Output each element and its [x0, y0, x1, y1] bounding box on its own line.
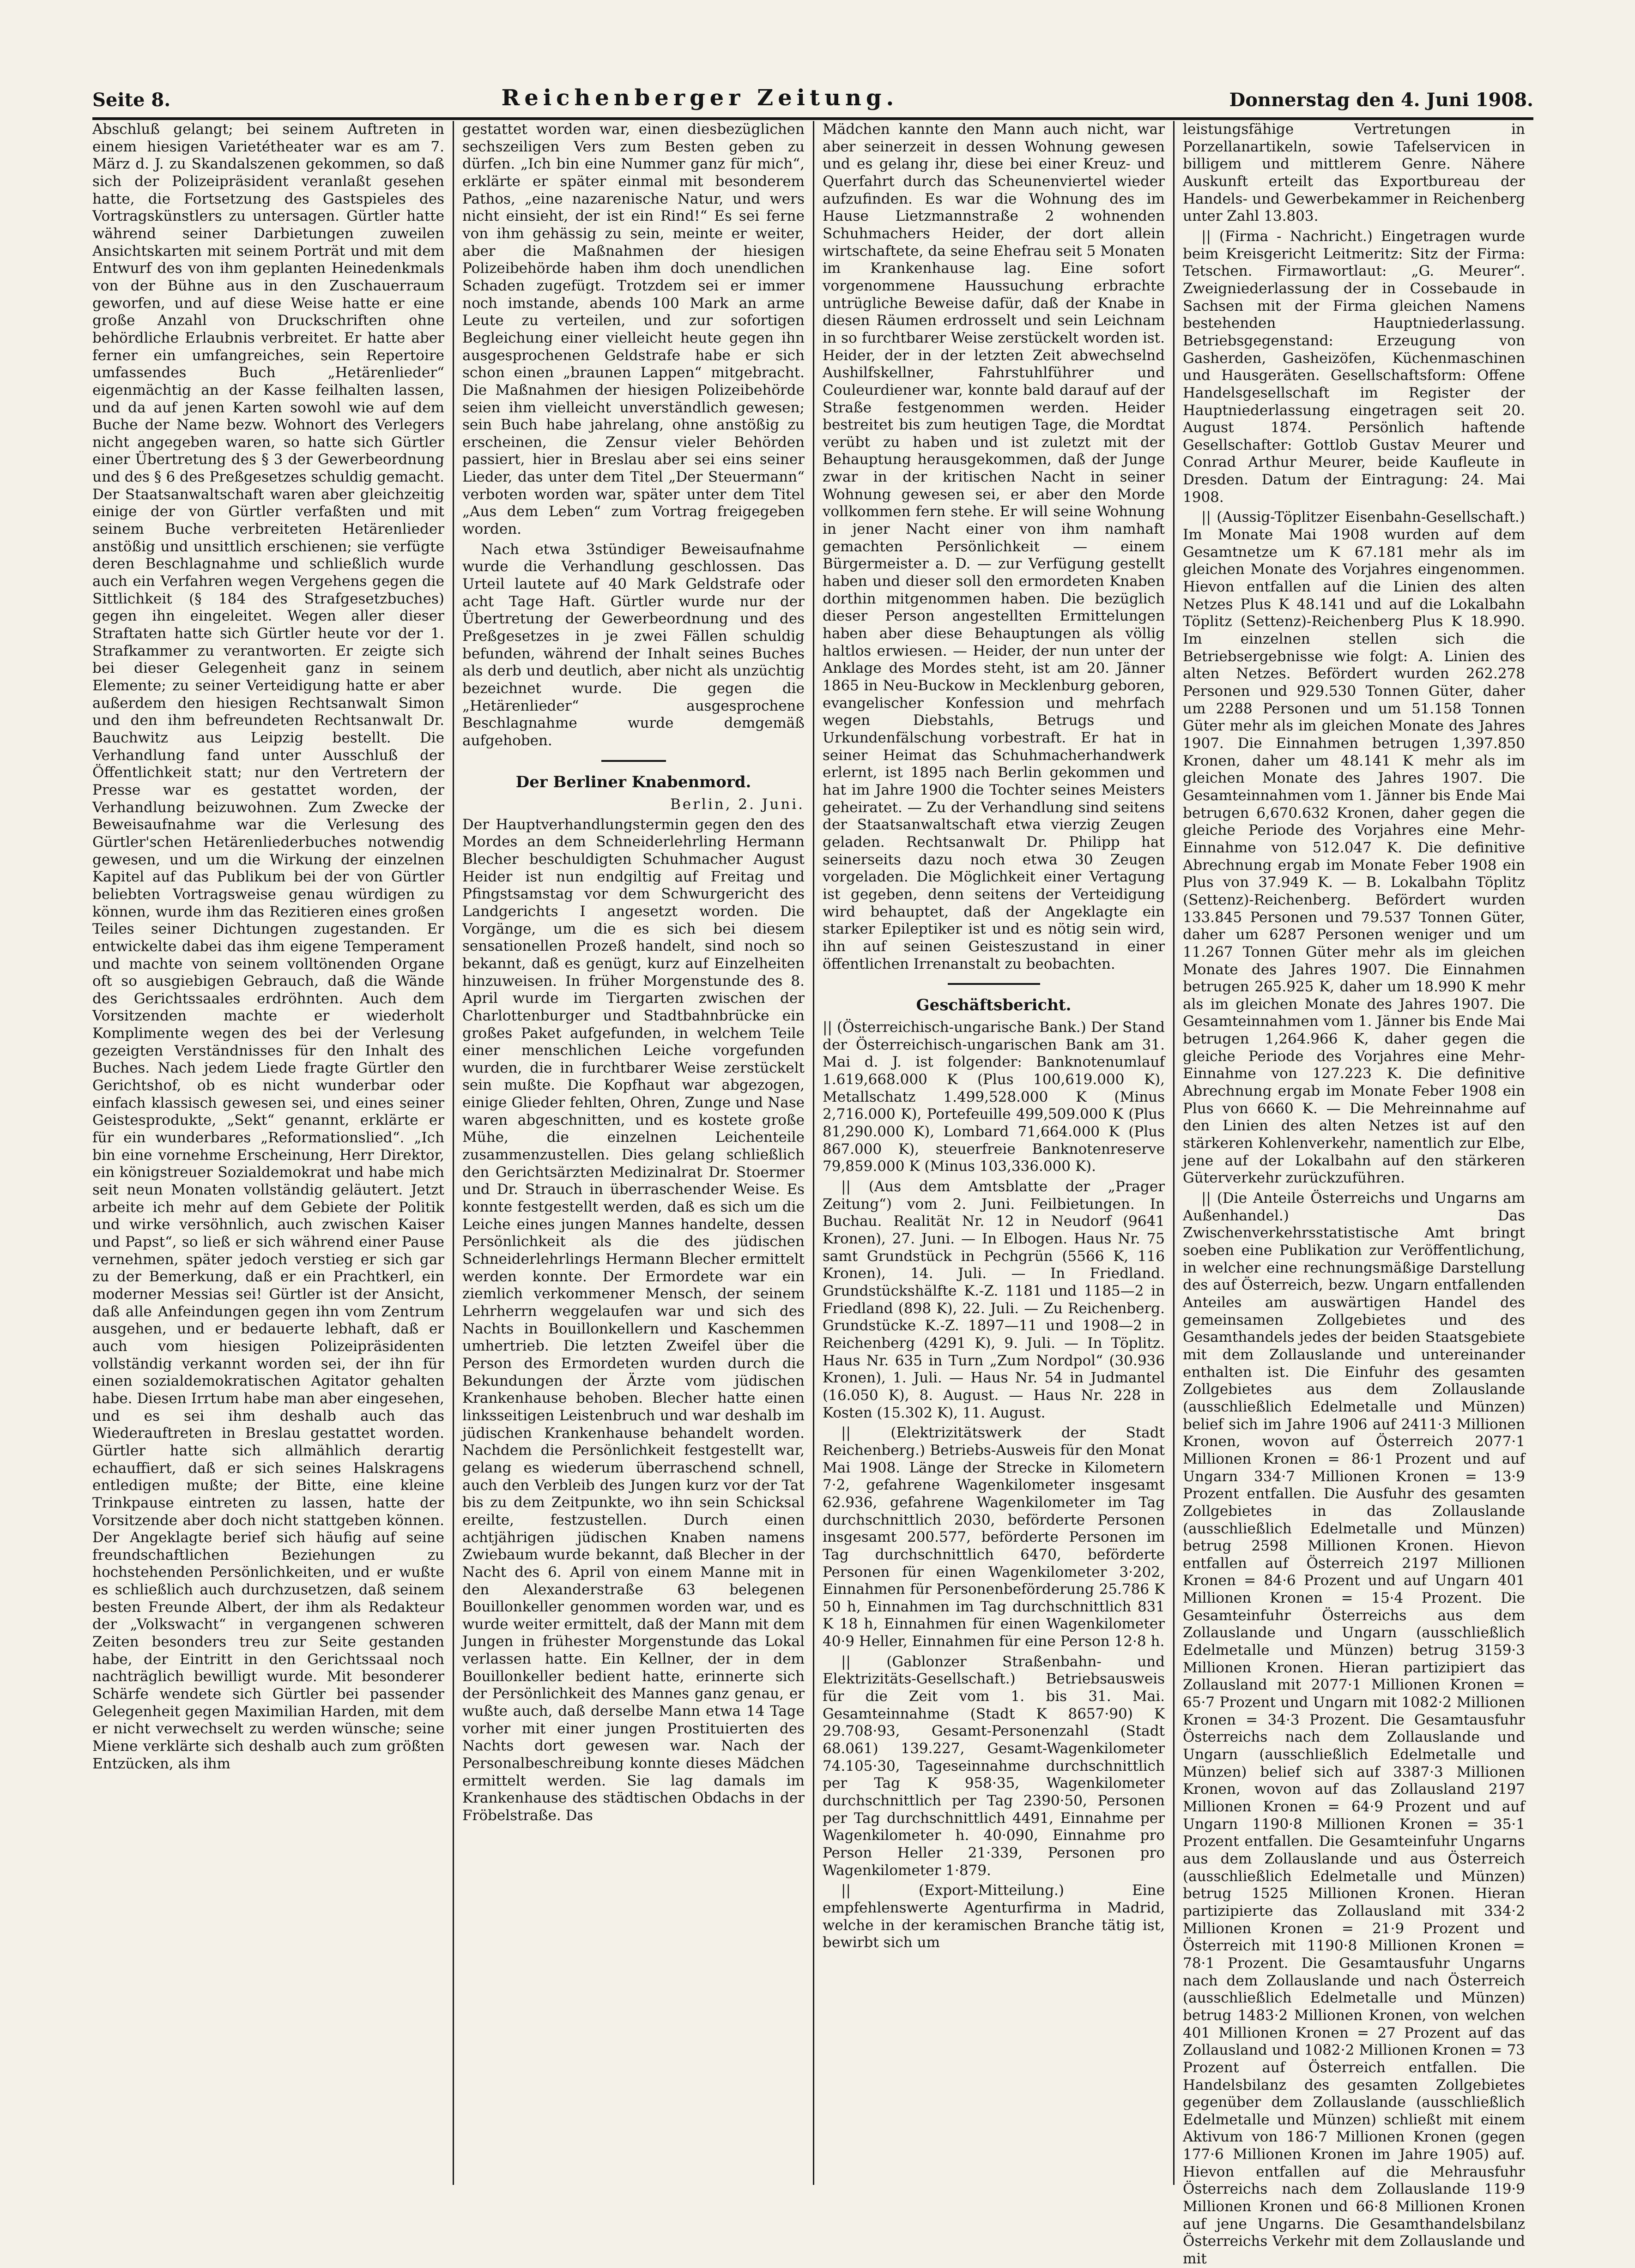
- column-4: [1173, 121, 1533, 2268]
- page-number: Seite 8.: [92, 89, 171, 111]
- news-item: || (Aus dem Amtsblatte der „Prager Zeitung“) vom 2. Juni. Feilbietungen. In Buchau. Realität Nr. 12 in Neudorf (9641 Kronen), 27. Juni. — In Elbogen. Haus Nr. 75 samt Grundstück in Pechgrün (5566 K, 116 Kronen), 14. Juli. — In Friedland. Grundstückshälfte K.-Z. 1181 und 1185—2 in Friedland (898 K), 22. Juli. — Zu Reichenberg. Grundstücke K.-Z. 1897—11 und 1908—2 in Reichenberg (4291 K), 9. Juli. — In Töplitz. Haus Nr. 635 in Turn „Zum Nordpol“ (30.936 Kronen), 1. Juli. — Haus Nr. 54 in Judmantel (16.050 K), 8. August. — Haus Nr. 228 in Kosten (15.302 K), 11. August.: [823, 1178, 1165, 1421]
- section-title: Geschäftsbericht.: [916, 996, 1072, 1015]
- columns: [92, 121, 1533, 2268]
- news-item: || (Gablonzer Straßenbahn- und Elektrizitäts-Gesellschaft.) Betriebsausweis für die Zeit vom 1. bis 31. Mai. Gesamteinnahme (Stadt K 8657·90) K 29.708·93, Gesamt-Personenzahl (Stadt 68.061) 139.227, Gesamt-Wagenkilometer 74.105·30, Tageseinnahme durchschnittlich per Tag K 958·35, Wagenkilometer durchschnittlich per Tag 2390·50, Personen per Tag durchschnittlich 4491, Einnahme per Wagenkilometer h. 40·090, Einnahme pro Person Heller 21·339, Personen pro Wagenkilometer 1·879.: [823, 1653, 1165, 1879]
- column-3: [813, 121, 1173, 2185]
- page-header: [92, 83, 1533, 120]
- divider: [601, 760, 666, 762]
- column-2: [453, 121, 813, 2185]
- news-item: || (Export-Mitteilung.) Eine empfehlenswerte Agenturfirma in Madrid, welche in der keramischen Branche tätig ist, bewirbt sich um: [823, 1882, 1165, 1951]
- paragraph: gestattet worden war, einen diesbezüglichen sechszeiligen Vers zum Besten geben zu dürfen. „Ich bin eine Nummer ganz für mich“, erklärte er später einmal mit besonderem Pathos, „eine nazarenische Natur, und wers nicht einsieht, der ist ein Rind!“ Es sei ferne von ihm gehässig zu sein, meinte er weiter, aber die Maßnahmen der hiesigen Polizeibehörde haben ihm doch unendlichen Schaden zugefügt. Trotzdem sei er immer noch imstande, abends 100 Mark an arme Leute zu verteilen, und zur sofortigen Begleichung einer vielleicht heute gegen ihn ausgesprochenen Geldstrafe habe er sich schon einen „braunen Lappen“ mitgebracht. Die Maßnahmen der hiesigen Polizeibehörde seien ihm vielleicht unverständlich gewesen; sein Buch habe jahrelang, ohne anstößig zu erscheinen, die Zensur vieler Behörden passiert, hier in Breslau aber sei eins seiner Lieder, das unter dem Titel „Der Steuermann“ verboten worden war, später unter dem Titel „Aus dem Leben“ zum Vortrag freigegeben worden.: [462, 121, 805, 538]
- news-item: || (Aussig-Töplitzer Eisenbahn-Gesellschaft.) Im Monate Mai 1908 wurden auf dem Gesamtnetze um K 67.181 mehr als im gleichen Monate des Vorjahres eingenommen. Hievon entfallen auf die Linien des alten Netzes Plus K 48.141 und auf die Lokalbahn Töplitz (Settenz)-Reichenberg Plus K 18.990. Im einzelnen stellen sich die Betriebsergebnisse wie folgt: A. Linien des alten Netzes. Befördert wurden 262.278 Personen und 929.530 Tonnen Güter, daher um 2288 Personen und um 51.158 Tonnen Güter mehr als im gleichen Monate des Jahres 1907. Die Einnahmen betrugen 1,397.850 Kronen, daher um 48.141 K mehr als im gleichen Monate des Jahres 1907. Die Gesamteinnahmen vom 1. Jänner bis Ende Mai betrugen 6,670.632 Kronen, daher gegen die gleiche Periode des Vorjahres eine Mehr-Einnahme von 512.047 K. Die definitive Abrechnung ergab im Monate Feber 1908 ein Plus von 37.949 K. — B. Lokalbahn Töplitz (Settenz)-Reichenberg. Befördert wurden 133.845 Personen und 79.537 Tonnen Güter, daher um 6287 Personen weniger und um 11.267 Tonnen Güter mehr als im gleichen Monate des Jahres 1907. Die Einnahmen betrugen 265.925 K, daher um 18.990 K mehr als im gleichen Monate des Jahres 1907. Die Gesamteinnahmen vom 1. Jänner bis Ende Mai betrugen 1,264.966 K, daher gegen die gleiche Periode des Vorjahres eine Mehr-Einnahme von 127.223 K. Die definitive Abrechnung ergab im Monate Feber 1908 ein Plus von 6660 K. — Die Mehreinnahme auf den Linien des alten Netzes ist auf den stärkeren Kohlenverkehr, namentlich zur Elbe, jene auf der Lokalbahn auf den stärkeren Güterverkehr zurückzuführen.: [1183, 509, 1525, 1187]
- news-item: || (Österreichisch-ungarische Bank.) Der Stand der Österreichisch-ungarischen Bank am 31. Mai d. J. ist folgender: Banknotenumlauf 1.619,668.000 K (Plus 100,619.000 K), Metallschatz 1.499,528.000 K (Minus 2,716.000 K), Portefeuille 499,509.000 K (Plus 81,290.000 K), Lombard 71,664.000 K (Plus 867.000 K), steuerfreie Banknotenreserve 79,859.000 K (Minus 103,336.000 K).: [823, 1019, 1165, 1175]
- masthead: Reichenberger Zeitung.: [501, 85, 899, 111]
- news-item: leistungsfähige Vertretungen in Porzellanartikeln, sowie Tafelservicen in billigem und mittlerem Genre. Nähere Auskunft erteilt das Exportbureau der Handels- und Gewerbekammer in Reichenberg unter Zahl 13.803.: [1183, 121, 1525, 225]
- dateline: Berlin, 2. Juni.: [670, 796, 805, 813]
- news-item: || (Die Anteile Österreichs und Ungarns am Außenhandel.) Das Zwischenverkehrsstatistische Amt bringt soeben eine Publikation zur Veröffentlichung, in welcher eine rechnungsmäßige Darstellung des auf Österreich, bezw. Ungarn entfallenden Anteiles am auswärtigen Handel des gemeinsamen Zollgebietes und des Gesamthandels jedes der beiden Staatsgebiete mit dem Zollauslande und untereinander enthalten ist. Die Einfuhr des gesamten Zollgebietes aus dem Zollauslande (ausschließlich Edelmetalle und Münzen) belief sich im Jahre 1906 auf 2411·3 Millionen Kronen, wovon auf Österreich 2077·1 Millionen Kronen = 86·1 Prozent und auf Ungarn 334·7 Millionen Kronen = 13·9 Prozent entfallen. Die Ausfuhr des gesamten Zollgebietes in das Zollauslande (ausschließlich Edelmetalle und Münzen) betrug 2598 Millionen Kronen. Hievon entfallen auf Österreich 2197 Millionen Kronen = 84·6 Prozent und auf Ungarn 401 Millionen Kronen = 15·4 Prozent. Die Gesamteinfuhr Österreichs aus dem Zollauslande und Ungarn (ausschließlich Edelmetalle und Münzen) betrug 3159·3 Millionen Kronen. Hieran partizipiert das Zollausland mit 2077·1 Millionen Kronen = 65·7 Prozent und Ungarn mit 1082·2 Millionen Kronen = 34·3 Prozent. Die Gesamtausfuhr Österreichs nach dem Zollauslande und Ungarn (ausschließlich Edelmetalle und Münzen) belief sich auf 3387·3 Millionen Kronen, wovon auf das Zollausland 2197 Millionen Kronen = 64·9 Prozent und auf Ungarn 1190·8 Millionen Kronen = 35·1 Prozent entfallen. Die Gesamteinfuhr Ungarns aus dem Zollauslande und aus Österreich (ausschließlich Edelmetalle und Münzen) betrug 1525 Millionen Kronen. Hieran partizipierte das Zollausland mit 334·2 Millionen Kronen = 21·9 Prozent und Österreich mit 1190·8 Millionen Kronen = 78·1 Prozent. Die Gesamtausfuhr Ungarns nach dem Zollauslande und nach Österreich (ausschließlich Edelmetalle und Münzen) betrug 1483·2 Millionen Kronen, von welchen 401 Millionen Kronen = 27 Prozent auf das Zollausland und 1082·2 Millionen Kronen = 73 Prozent auf Österreich entfallen. Die Handelsbilanz des gesamten Zollgebietes gegenüber dem Zollauslande (ausschließlich Edelmetalle und Münzen) schließt mit einem Aktivum von 186·7 Millionen Kronen (gegen 177·6 Millionen Kronen im Jahre 1905) auf. Hievon entfallen auf die Mehrausfuhr Österreichs nach dem Zollauslande 119·9 Millionen Kronen und 66·8 Millionen Kronen auf jene Ungarns. Die Gesamthandelsbilanz Österreichs Verkehr mit dem Zollauslande und mit: [1183, 1190, 1525, 2268]
- paragraph: Der Hauptverhandlungstermin gegen den des Mordes an dem Schneiderlehrling Hermann Blecher beschuldigten Schuhmacher August Heider ist nun endgiltig auf Freitag und Pfingstsamstag vor dem Schwurgericht des Landgerichts I angesetzt worden. Die Vorgänge, um die es sich bei diesem sensationellen Prozeß handelt, sind noch so bekannt, daß es genügt, kurz auf Einzelheiten hinzuweisen. In früher Morgenstunde des 8. April wurde im Tiergarten zwischen der Charlottenburger und Stadtbahnbrücke ein großes Paket aufgefunden, in welchem Teile einer menschlichen Leiche vorgefunden wurden, die in furchtbarer Weise zerstückelt sein mußte. Die Kopfhaut war abgezogen, einige Glieder fehlten, Ohren, Zunge und Nase waren abgeschnitten, und es kostete große Mühe, die einzelnen Leichenteile zusammenzustellen. Dies gelang schließlich den Gerichtsärzten Medizinalrat Dr. Stoermer und Dr. Strauch in überraschender Weise. Es konnte festgestellt werden, daß es sich um die Leiche eines jungen Mannes handelte, dessen Persönlichkeit als die des jüdischen Schneiderlehrlings Hermann Blecher ermittelt werden konnte. Der Ermordete war ein ziemlich verkommener Mensch, der seinem Lehrherrn weggelaufen war und sich des Nachts in Bouillonkellern und Kaschemmen umhertrieb. Die letzten Zweifel über die Person des Ermordeten wurden durch die Bekundungen der Ärzte vom jüdischen Krankenhause behoben. Blecher hatte einen linksseitigen Leistenbruch und war deshalb im jüdischen Krankenhause behandelt worden. Nachdem die Persönlichkeit festgestellt war, gelang es wiederum überraschend schnell, auch den Verbleib des Jungen kurz vor der Tat bis zu dem Zeitpunkte, wo ihn sein Schicksal ereilte, festzustellen. Durch einen achtjährigen jüdischen Knaben namens Zwiebaum wurde bekannt, daß Blecher in der Nacht des 6. April von einem Manne mit in den Alexanderstraße 63 belegenen Bouillonkeller genommen worden war, und es wurde weiter ermittelt, daß der Mann mit dem Jungen in frühester Morgenstunde das Lokal verlassen hatte. Ein Kellner, der in dem Bouillonkeller bedient hatte, erinnerte sich der Persönlichkeit des Mannes ganz genau, er wußte auch, daß derselbe Mann etwa 14 Tage vorher mit einer jungen Prostituierten des Nachts dort gewesen war. Nach der Personalbeschreibung konnte dieses Mädchen ermittelt werden. Sie lag damals im Krankenhause des städtischen Obdachs in der Fröbelstraße. Das: [462, 816, 805, 1824]
- column-1: [92, 121, 453, 2185]
- paragraph: Abschluß gelangt; bei seinem Auftreten in einem hiesigen Varietétheater war es am 7. März d. J. zu Skandalszenen gekommen, so daß sich der Polizeipräsident veranlaßt gesehen hatte, die Fortsetzung des Gastspieles des Vortragskünstlers zu untersagen. Gürtler hatte während seiner Darbietungen zuweilen Ansichtskarten mit seinem Porträt und mit dem Entwurf des von ihm geplanten Heinedenkmals von der Bühne aus in den Zuschauerraum geworfen, und auf diese Weise hatte er eine große Anzahl von Druckschriften ohne behördliche Erlaubnis verbreitet. Er hatte aber ferner ein umfangreiches, sein Repertoire umfassendes Buch „Hetärenlieder“ eigenmächtig an der Kasse feilhalten lassen, und da auf jenen Karten sowohl wie auf dem Buche der Name bezw. Wohnort des Verlegers nicht angegeben waren, so hatte sich Gürtler einer Übertretung des § 3 der Gewerbeordnung und des § 6 des Preßgesetzes schuldig gemacht. Der Staatsanwaltschaft waren aber gleichzeitig einige der von Gürtler verfaßten und mit seinem Buche verbreiteten Hetärenlieder anstößig und unsittlich erschienen; sie verfügte deren Beschlagnahme und schließlich wurde auch ein Verfahren wegen Vergehens gegen die Sittlichkeit (§ 184 des Strafgesetzbuches) gegen ihn eingeleitet. Wegen aller dieser Straftaten hatte sich Gürtler heute vor der 1. Strafkammer zu verantworten. Er zeigte sich bei dieser Gelegenheit ganz in seinem Elemente; zu seiner Verteidigung hatte er aber außerdem den hiesigen Rechtsanwalt Simon und den ihm befreundeten Rechtsanwalt Dr. Bauchwitz aus Leipzig bestellt. Die Verhandlung fand unter Ausschluß der Öffentlichkeit statt; nur den Vertretern der Presse war es gestattet worden, der Verhandlung beizuwohnen. Zum Zwecke der Beweisaufnahme war die Verlesung des Gürtler'schen Hetärenliederbuches notwendig gewesen, und um die Wirkung der einzelnen Kapitel auf das Publikum bei der von Gürtler beliebten Vortragsweise genau würdigen zu können, wurde ihm das Rezitieren eines großen Teiles seiner Dichtungen zugestanden. Er entwickelte dabei das ihm eigene Temperament und machte von seinem volltönenden Organe oft so ausgiebigen Gebrauch, daß die Wände des Gerichtssaales erdröhnten. Auch dem Vorsitzenden machte er wiederholt Komplimente wegen des bei der Verlesung gezeigten Verständnisses für den Inhalt des Buches. Nach jedem Liede fragte Gürtler den Gerichtshof, ob es nicht wunderbar oder einfach klassisch gewesen sei, und eines seiner Geistesprodukte, „Sekt“ genannt, erklärte er für ein wunderbares „Reformationslied“. „Ich bin eine vornehme Erscheinung, Herr Direktor, ein königstreuer Sozialdemokrat und habe mich seit neun Monaten vollständig geläutert. Jetzt arbeite ich mehr auf dem Gebiete der Politik und wirke versöhnlich, auch zwischen Kaiser und Papst“, so ließ er sich während einer Pause vernehmen, später jedoch verstieg er sich gar zu der Bemerkung, daß er ein Prachtkerl, ein moderner Messias sei! Gürtler ist der Ansicht, daß alle Anfeindungen gegen ihn vom Zentrum ausgehen, und er bedauerte lebhaft, daß er auch vom hiesigen Polizeipräsidenten vollständig verkannt worden sei, der ihn für einen sozialdemokratischen Agitator gehalten habe. Diesen Irrtum habe man aber eingesehen, und es sei ihm deshalb auch das Wiederauftreten in Breslau gestattet worden. Gürtler hatte sich allmählich derartig echauffiert, daß er sich seines Halskragens entledigen mußte; der Bitte, eine kleine Trinkpause eintreten zu lassen, hatte der Vorsitzende aber doch nicht stattgeben können. Der Angeklagte berief sich häufig auf seine freundschaftlichen Beziehungen zu hochstehenden Persönlichkeiten, und er wußte es schließlich auch durchzusetzen, daß seinem besten Freunde Albert, der ihm als Redakteur der „Volkswacht“ in vergangenen schweren Zeiten besonders treu zur Seite gestanden habe, der Eintritt in den Gerichtssaal noch nachträglich bewilligt wurde. Mit besonderer Schärfe wendete sich Gürtler bei passender Gelegenheit gegen Maximilian Harden, mit dem er nicht verwechselt zu werden wünsche; seine Miene verklärte sich deshalb auch zum größten Entzücken, als ihm: [92, 121, 444, 1772]
- news-item: || (Elektrizitätswerk der Stadt Reichenberg.) Betriebs-Ausweis für den Monat Mai 1908. Länge der Strecke in Kilometern 7·2, gefahrene Wagenkilometer insgesamt 62.936, gefahrene Wagenkilometer im Tag durchschnittlich 2030, beförderte Personen insgesamt 200.577, beförderte Personen im Tag durchschnittlich 6470, beförderte Personen für einen Wagenkilometer 3·202, Einnahmen für Personenbeförderung 25.786 K 50 h, Einnahmen im Tag durchschnittlich 831 K 18 h, Einnahmen für einen Wagenkilometer 40·9 Heller, Einnahmen für eine Person 12·8 h.: [823, 1424, 1165, 1650]
- issue-date: Donnerstag den 4. Juni 1908.: [1229, 89, 1533, 111]
- divider: [948, 983, 1040, 985]
- article-title: Der Berliner Knabenmord.: [515, 772, 751, 791]
- news-item: || (Firma - Nachricht.) Eingetragen wurde beim Kreisgericht Leitmeritz: Sitz der Firma: Tetschen. Firmawortlaut: „G. Meurer“. Zweigniederlassung der in Cossebaude in Sachsen mit der Firma gleichen Namens bestehenden Hauptniederlassung. Betriebsgegenstand: Erzeugung von Gasherden, Gasheizöfen, Küchenmaschinen und Hausgeräten. Gesellschaftsform: Offene Handelsgesellschaft im Register der Hauptniederlassung eingetragen seit 20. August 1874. Persönlich haftende Gesellschafter: Gottlob Gustav Meurer und Conrad Arthur Meurer, beide Kaufleute in Dresden. Datum der Eintragung: 24. Mai 1908.: [1183, 228, 1525, 506]
- paragraph: Nach etwa 3stündiger Beweisaufnahme wurde die Verhandlung geschlossen. Das Urteil lautete auf 40 Mark Geldstrafe oder acht Tage Haft. Gürtler wurde nur der Übertretung der Gewerbeordnung und des Preßgesetzes in je zwei Fällen schuldig befunden, während der Inhalt seines Buches als derb und deutlich, aber nicht als unzüchtig bezeichnet wurde. Die gegen die „Hetärenlieder“ ausgesprochene Beschlagnahme wurde demgemäß aufgehoben.: [462, 541, 805, 749]
- paragraph: Mädchen kannte den Mann auch nicht, war aber seinerzeit in dessen Wohnung gewesen und es gelang ihr, diese bei einer Kreuz- und Querfahrt durch das Scheunenviertel wieder aufzufinden. Es war die Wohnung des im Hause Lietzmannstraße 2 wohnenden Schuhmachers Heider, der dort allein wirtschaftete, da seine Ehefrau seit 5 Monaten im Krankenhause lag. Eine sofort vorgenommene Haussuchung erbrachte untrügliche Beweise dafür, daß der Knabe in diesen Räumen erdrosselt und sein Leichnam in so furchtbarer Weise zerstückelt worden ist. Heider, der in der letzten Zeit abwechselnd Aushilfskellner, Fahrstuhlführer und Couleurdiener war, konnte bald darauf auf der Straße festgenommen werden. Heider bestreitet bis zum heutigen Tage, die Mordtat verübt zu haben und ist zuletzt mit der Behauptung herausgekommen, daß der Junge zwar in der kritischen Nacht in seiner Wohnung gewesen sei, er aber den Morde vollkommen fern stehe. Er will seine Wohnung in jener Nacht einer von ihm namhaft gemachten Persönlichkeit — einem Bürgermeister a. D. — zur Verfügung gestellt haben und dieser soll den ermordeten Knaben dorthin mitgenommen haben. Die bezüglich dieser Person angestellten Ermittelungen haben aber diese Behauptungen als völlig haltlos erwiesen. — Heider, der nun unter der Anklage des Mordes steht, ist am 20. Jänner 1865 in Neu-Buckow in Mecklenburg geboren, evangelischer Konfession und mehrfach wegen Diebstahls, Betrugs und Urkundenfälschung vorbestraft. Er hat in seiner Heimat das Schuhmacherhandwerk erlernt, ist 1895 nach Berlin gekommen und hat im Jahre 1900 die Tochter seines Meisters geheiratet. — Zu der Verhandlung sind seitens der Staatsanwaltschaft etwa vierzig Zeugen geladen. Rechtsanwalt Dr. Philipp hat seinerseits dazu noch etwa 30 Zeugen vorgeladen. Die Möglichkeit einer Vertagung ist gegeben, denn seitens der Verteidigung wird behauptet, daß der Angeklagte ein starker Epileptiker ist und es nötig sein wird, ihn auf seinen Geisteszustand in einer öffentlichen Irrenanstalt zu beobachten.: [823, 121, 1165, 972]
